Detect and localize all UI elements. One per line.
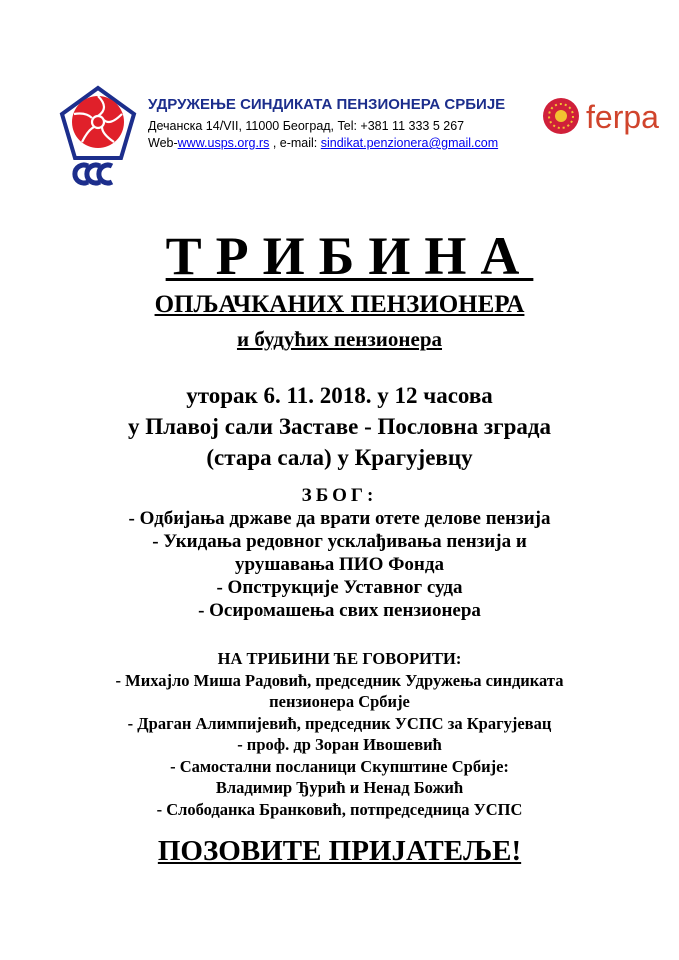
reason-item: - Укидања редовног усклађивања пензија и: [152, 531, 527, 552]
organization-contacts: [148, 135, 568, 152]
reason-item: урушавања ПИО Фонда: [235, 554, 444, 575]
speaker-item: - Драган Алимпијевић, председник УСПС за Крагујевац: [127, 713, 552, 733]
usps-logo: [58, 84, 138, 190]
speakers-heading: НА ТРИБИНИ ЋЕ ГОВОРИТИ:: [217, 649, 462, 668]
speaker-item: - Слободанка Бранковић, потпредседница УСПС: [156, 799, 523, 819]
event-title: ТРИБИНА: [165, 226, 534, 286]
event-subtitle: ОПЉАЧКАНИХ ПЕНЗИОНЕРА: [154, 291, 525, 318]
speaker-item: - Самостални посланици Скупштине Србије:: [170, 756, 509, 776]
event-place-line-1: у Плавој сали Заставе - Пословна зграда: [128, 414, 551, 439]
reasons-heading: ЗБОГ:: [301, 485, 378, 506]
event-place-line-2: (стара сала) у Крагујевцу: [206, 445, 473, 470]
speaker-item: Владимир Ђурић и Ненад Божић: [215, 778, 464, 797]
ferpa-logo-text: ferpa: [586, 99, 659, 135]
reason-item: - Опструкције Уставног суда: [216, 577, 463, 598]
organization-name: УДРУЖЕЊЕ СИНДИКАТА ПЕНЗИОНЕРА СРБИЈЕ: [148, 96, 506, 113]
event-subtitle-secondary: и будућих пензионера: [236, 327, 443, 351]
email-label: , e-mail:: [269, 136, 321, 150]
reason-item: - Одбијања државе да врати отете делове пензија: [128, 508, 551, 529]
speaker-item: - Михајло Миша Радовић, председник Удружења синдиката: [115, 670, 564, 690]
organization-address: Дечанска 14/VII, 11000 Београд, Tel: +381 11 333 5 267: [148, 119, 465, 133]
speaker-item: пензионера Србије: [269, 692, 410, 711]
web-label: Web-: [148, 136, 178, 150]
speaker-item: - проф. др Зоран Ивошевић: [237, 735, 442, 754]
event-date-time: уторак 6. 11. 2018. у 12 часова: [186, 383, 493, 408]
reasons-section: [0, 484, 679, 622]
website-link[interactable]: www.usps.org.rs: [177, 136, 270, 150]
speakers-section: [0, 648, 679, 820]
reason-item: - Осиромашења свих пензионера: [198, 600, 481, 621]
organization-header: [148, 96, 568, 152]
email-link[interactable]: sindikat.penzionera@gmail.com: [320, 136, 499, 150]
event-time-place: [0, 380, 679, 473]
call-to-action: ПОЗОВИТЕ ПРИЈАТЕЉЕ!: [157, 835, 522, 867]
